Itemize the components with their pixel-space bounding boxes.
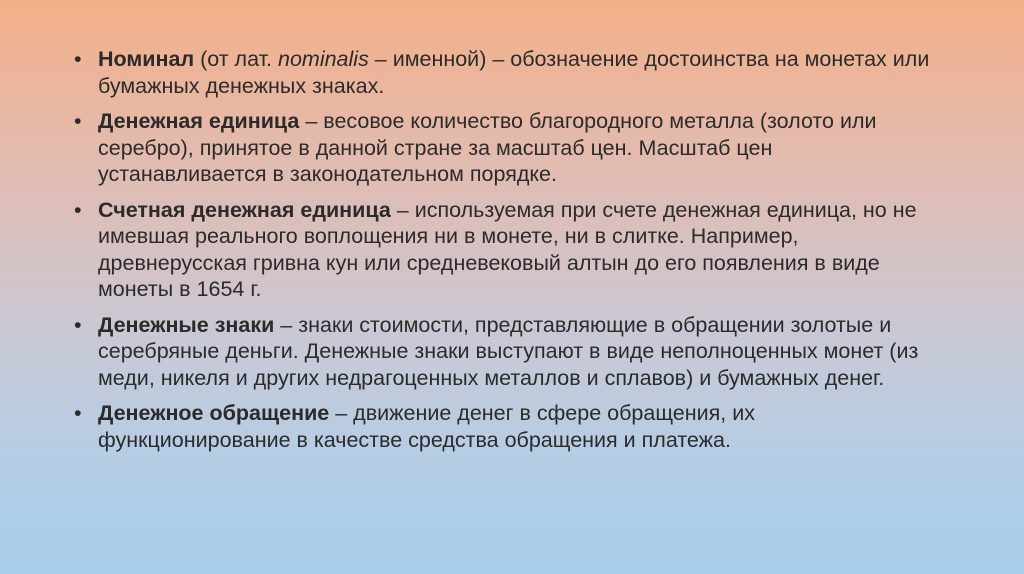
list-item-monetary-unit: [74, 108, 934, 188]
term-name: Денежное обращение: [98, 401, 330, 425]
term-definition: – именной) – обозначение достоинства на монетах или бумажных денежных знаках.: [98, 47, 930, 98]
list-item-money-circulation: [74, 400, 934, 453]
slide-content: [74, 46, 934, 462]
term-definition: – знаки стоимости, представляющие в обращении золотые и серебряные деньги. Денежные знаки выступают в виде неполноценных монет (из меди, никеля и других недрагоценных металлов и сплавов) и бумажных денег.: [98, 312, 919, 390]
term-name: Денежная единица: [98, 109, 300, 133]
term-definition: – весовое количество благородного металла (золото или серебро), принятое в данной стране за масштаб цен. Масштаб цен устанавливается в законодательном порядке.: [98, 109, 877, 186]
bullet: •: [74, 312, 82, 337]
term-definition: – используемая при счете денежная единица, но не имевшая реального воплощения ни в монете, ни в слитке. Например, древнерусская гривна кун или средневековый алтын до его появления в виде монеты в 1654 г.: [98, 197, 917, 301]
bullet: •: [74, 109, 82, 133]
definitions-list: [74, 46, 934, 453]
list-item-accounting-unit: [74, 197, 934, 303]
term-prefix: (от лат.: [194, 47, 278, 71]
term-name: Счетная денежная единица: [98, 197, 391, 222]
term-latin: nominalis: [278, 47, 369, 71]
bullet: •: [74, 47, 82, 71]
bullet: •: [74, 197, 82, 222]
list-item-nominal: [74, 46, 934, 99]
term-name: Денежные знаки: [98, 312, 275, 337]
list-item-currency-notes: [74, 312, 934, 392]
term-name: Номинал: [98, 47, 195, 71]
term-definition: – движение денег в сфере обращения, их функционирование в качестве средства обращения и платежа.: [98, 401, 755, 452]
bullet: •: [74, 401, 82, 425]
